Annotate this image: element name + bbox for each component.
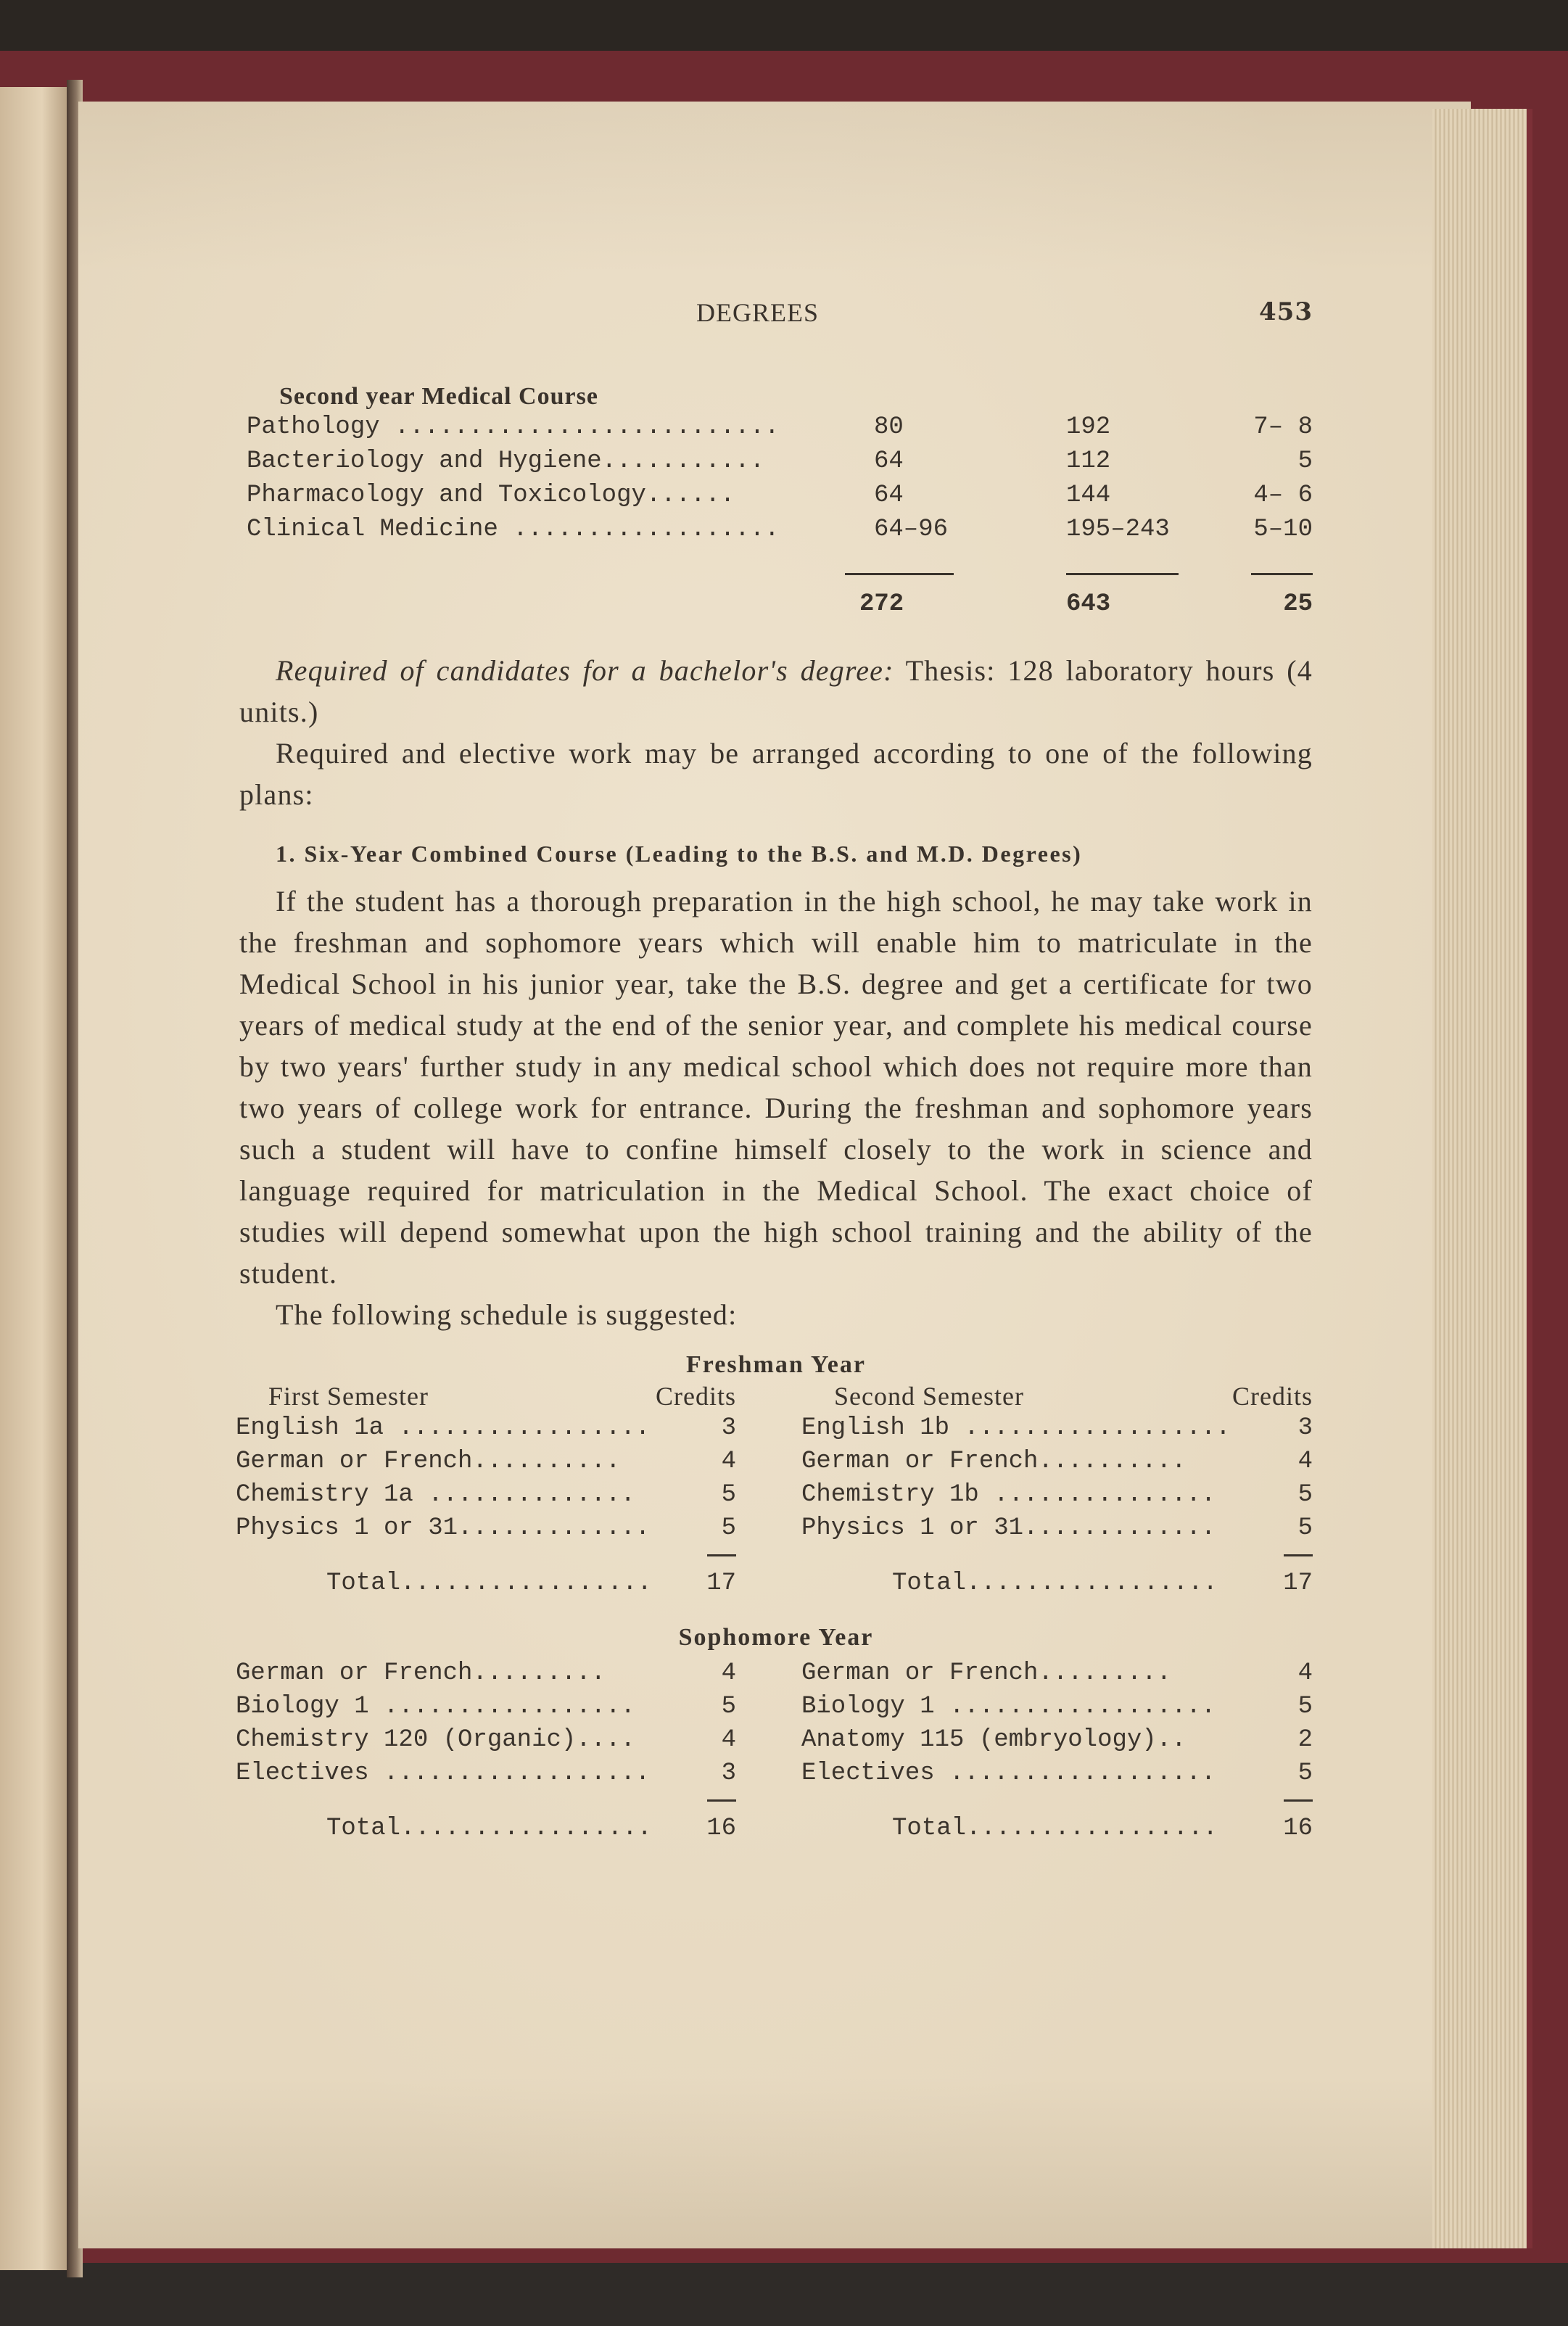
total-row <box>236 1812 736 1846</box>
course-name: Physics 1 or 31............. <box>801 1514 1216 1542</box>
course-name: Pharmacology and Toxicology...... <box>247 482 735 509</box>
course-hours: 80 <box>874 413 904 441</box>
semester-label: Second Semester <box>834 1382 1024 1411</box>
course-name: Electives .................. <box>801 1760 1216 1787</box>
total-label: Total................. <box>892 1570 1218 1597</box>
total-units: 25 <box>1283 590 1313 618</box>
schedule-row <box>801 1445 1313 1479</box>
total-row <box>801 1567 1313 1601</box>
course-name: English 1a ................. <box>236 1414 651 1442</box>
credits-label: Credits <box>656 1382 736 1411</box>
course-credits: 5 <box>1297 1481 1313 1509</box>
schedule-row <box>236 1512 736 1546</box>
schedule-row <box>801 1512 1313 1546</box>
schedule-row <box>801 1412 1313 1445</box>
course-lab-hours: 195–243 <box>1066 516 1170 543</box>
course-credits: 5 <box>1297 1693 1313 1720</box>
course-lab-hours: 144 <box>1066 482 1111 509</box>
course-credits: 4 <box>721 1726 736 1754</box>
table-row <box>239 479 1313 513</box>
plan-body <box>239 881 1313 1335</box>
course-credits: 5 <box>721 1693 736 1720</box>
sophomore-year-heading: Sophomore Year <box>678 1624 874 1651</box>
schedule-row <box>236 1445 736 1479</box>
course-credits: 3 <box>721 1760 736 1787</box>
course-credits: 2 <box>1297 1726 1313 1754</box>
total-label: Total................. <box>326 1815 652 1842</box>
plan-paragraph: If the student has a thorough preparation in the high school, he may take work in the freshman and sophomore years which will enable him to matriculate in the Medical School in his junior year, take the B.S. degree and get a certificate for two years of medical study at the end of the senior year, and complete his medical course by two years' further study in any medical school which does not require more than two years of college work for entrance. During the freshman and sophomore years such a student will have to confine himself closely to the work in science and language required for matriculation in the Medical School. The exact choice of studies will depend somewhat upon the high school training and the ability of the student. <box>239 885 1313 1290</box>
course-name: Electives .................. <box>236 1760 651 1787</box>
plans-intro: Required and elective work may be arranged according to one of the following plans: <box>239 737 1313 811</box>
course-name: English 1b .................. <box>801 1414 1231 1442</box>
course-credits: 4 <box>1297 1448 1313 1475</box>
total-rule <box>707 1554 736 1556</box>
sophomore-second-semester <box>801 1657 1313 1846</box>
schedule-row <box>236 1657 736 1691</box>
credits-label: Credits <box>1232 1382 1313 1411</box>
total-rule <box>1284 1799 1313 1802</box>
total-hours: 272 <box>859 590 904 618</box>
schedule-row <box>236 1757 736 1791</box>
course-units: 4– 6 <box>1253 482 1313 509</box>
schedule-row <box>801 1691 1313 1724</box>
total-label: Total................. <box>326 1570 652 1597</box>
running-head-title: DEGREES <box>696 298 819 327</box>
total-rule <box>1251 573 1313 575</box>
course-name: Chemistry 120 (Organic).... <box>236 1726 635 1754</box>
course-credits: 3 <box>1297 1414 1313 1442</box>
background-surface <box>0 2263 1568 2326</box>
thesis-lead: Required of candidates for a bachelor's degree: <box>276 654 894 687</box>
total-row <box>236 1567 736 1601</box>
total-row <box>801 1812 1313 1846</box>
schedule-row <box>801 1479 1313 1512</box>
course-name: Physics 1 or 31............. <box>236 1514 651 1542</box>
schedule-row <box>236 1724 736 1757</box>
semester-label: First Semester <box>268 1382 429 1411</box>
course-hours: 64 <box>874 448 904 475</box>
sophomore-first-semester <box>236 1657 736 1846</box>
course-name: Pathology .......................... <box>247 413 780 441</box>
course-credits: 5 <box>1297 1760 1313 1787</box>
page-content <box>236 290 1313 1868</box>
semester-header <box>236 1379 736 1412</box>
course-name: Chemistry 1b ............... <box>801 1481 1216 1509</box>
course-lab-hours: 112 <box>1066 448 1111 475</box>
totals-row <box>239 589 1313 625</box>
total-credits: 17 <box>706 1570 736 1597</box>
course-credits: 5 <box>721 1481 736 1509</box>
total-label: Total................. <box>892 1815 1218 1842</box>
table-row <box>239 411 1313 445</box>
total-lab-hours: 643 <box>1066 590 1111 618</box>
total-rule <box>1066 573 1179 575</box>
course-name: German or French.......... <box>801 1448 1187 1475</box>
thesis-requirement <box>239 650 1313 815</box>
plan-heading: 1. Six-Year Combined Course (Leading to the B.S. and M.D. Degrees) <box>276 841 1083 867</box>
schedule-intro: The following schedule is suggested: <box>276 1298 738 1331</box>
freshman-first-semester <box>236 1379 736 1601</box>
schedule-row <box>801 1657 1313 1691</box>
course-name: Biology 1 .................. <box>801 1693 1216 1720</box>
sophomore-schedule <box>236 1657 1313 1868</box>
total-rule <box>707 1799 736 1802</box>
course-units: 7– 8 <box>1253 413 1313 441</box>
course-name: Anatomy 115 (embryology).. <box>801 1726 1187 1754</box>
course-units: 5–10 <box>1253 516 1313 543</box>
total-credits: 17 <box>1283 1570 1313 1597</box>
course-hours: 64 <box>874 482 904 509</box>
course-credits: 4 <box>1297 1659 1313 1687</box>
course-name: German or French.......... <box>236 1448 621 1475</box>
course-credits: 5 <box>1297 1514 1313 1542</box>
course-table-heading: Second year Medical Course <box>279 383 598 410</box>
course-name: Chemistry 1a .............. <box>236 1481 635 1509</box>
page-number: 453 <box>1259 297 1313 326</box>
course-units: 5 <box>1297 448 1313 475</box>
table-row <box>239 513 1313 547</box>
schedule-row <box>801 1724 1313 1757</box>
freshman-schedule <box>236 1379 1313 1611</box>
total-rule <box>1284 1554 1313 1556</box>
total-rules <box>239 547 1313 589</box>
left-page-edge <box>0 87 70 2270</box>
course-credits: 5 <box>721 1514 736 1542</box>
course-credits: 3 <box>721 1414 736 1442</box>
course-table <box>239 411 1313 625</box>
course-name: Bacteriology and Hygiene........... <box>247 448 765 475</box>
course-hours: 64–96 <box>874 516 949 543</box>
schedule-row <box>236 1691 736 1724</box>
total-rule <box>845 573 954 575</box>
total-credits: 16 <box>706 1815 736 1842</box>
course-lab-hours: 192 <box>1066 413 1111 441</box>
semester-header <box>801 1379 1313 1412</box>
schedule-row <box>236 1479 736 1512</box>
page-block-edge <box>1432 109 1532 2248</box>
thesis-text: Thesis: 128 laboratory hours (4 units.) <box>239 654 1313 728</box>
freshman-second-semester <box>801 1379 1313 1601</box>
course-name: Biology 1 ................. <box>236 1693 635 1720</box>
course-name: German or French......... <box>236 1659 606 1687</box>
course-credits: 4 <box>721 1659 736 1687</box>
course-credits: 4 <box>721 1448 736 1475</box>
course-name: German or French......... <box>801 1659 1172 1687</box>
freshman-year-heading: Freshman Year <box>686 1351 866 1378</box>
running-header <box>239 290 1313 341</box>
table-row <box>239 445 1313 479</box>
schedule-row <box>801 1757 1313 1791</box>
schedule-row <box>236 1412 736 1445</box>
course-name: Clinical Medicine .................. <box>247 516 780 543</box>
total-credits: 16 <box>1283 1815 1313 1842</box>
